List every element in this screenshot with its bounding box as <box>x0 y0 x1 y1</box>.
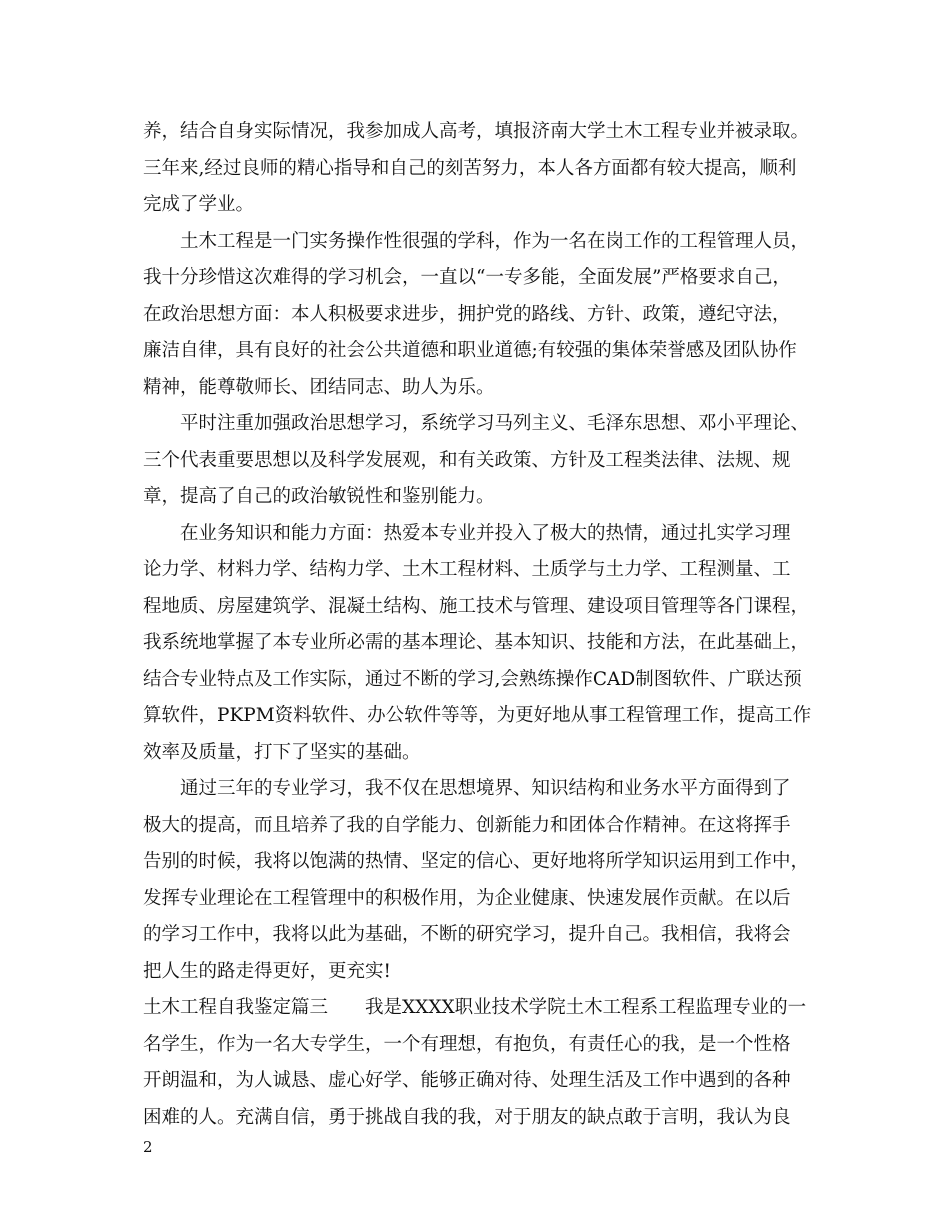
text-line: 告别的时候，我将以饱满的热情、坚定的信心、更好地将所学知识运用到工作中， <box>143 851 810 872</box>
document-body <box>143 114 823 1136</box>
text-line: 效率及质量，打下了坚实的基础。 <box>143 741 421 763</box>
text-line: 论力学、材料力学、结构力学、土木工程材料、土质学与土力学、工程测量、工 <box>143 559 791 580</box>
text-line: 精神，能尊敬师长、团结同志、助人为乐。 <box>143 376 495 398</box>
text-line: 名学生，作为一名大专学生，一个有理想，有抱负，有责任心的我，是一个性格 <box>143 1033 791 1055</box>
text-line: 发挥专业理论在工程管理中的积极作用，为企业健康、快速发展作贡献。在以后 <box>143 887 791 909</box>
text-line: 程地质、房屋建筑学、混凝土结构、施工技术与管理、建设项目管理等各门课程， <box>143 595 810 617</box>
text-line: 章，提高了自己的政治敏锐性和鉴别能力。 <box>143 486 495 507</box>
page-number: 2 <box>143 1138 153 1156</box>
text-line: 结合专业特点及工作实际，通过不断的学习,会熟练操作CAD制图软件、广联达预 <box>143 668 802 690</box>
text-line: 土木工程是一门实务操作性很强的学科，作为一名在岗工作的工程管理人员， <box>180 230 810 252</box>
text-line: 养，结合自身实际情况，我参加成人高考，填报济南大学土木工程专业并被录取。 <box>143 121 810 142</box>
text-line: 困难的人。充满自信，勇于挑战自我的我，对于朋友的缺点敢于言明，我认为良 <box>143 1106 791 1128</box>
text-line: 平时注重加强政治思想学习，系统学习马列主义、毛泽东思想、邓小平理论、 <box>180 413 810 434</box>
text-line: 通过三年的专业学习，我不仅在思想境界、知识结构和业务水平方面得到了 <box>180 778 791 799</box>
text-line: 我系统地掌握了本专业所必需的基本理论、基本知识、技能和方法，在此基础上， <box>143 632 810 653</box>
text-line: 我十分珍惜这次难得的学习机会，一直以“一专多能，全面发展”严格要求自己， <box>143 267 791 288</box>
text-line: 三个代表重要思想以及科学发展观，和有关政策、方针及工程类法律、法规、规 <box>143 449 791 471</box>
text-line: 在业务知识和能力方面：热爱本专业并投入了极大的热情，通过扎实学习理 <box>180 522 791 544</box>
text-line: 三年来,经过良师的精心指导和自己的刻苦努力，本人各方面都有较大提高，顺利 <box>143 157 797 179</box>
text-line: 土木工程自我鉴定篇三 我是XXXX职业技术学院土木工程系工程监理专业的一 <box>143 997 807 1018</box>
text-line: 在政治思想方面：本人积极要求进步，拥护党的路线、方针、政策，遵纪守法， <box>143 303 791 325</box>
text-line: 廉洁自律，具有良好的社会公共道德和职业道德;有较强的集体荣誉感及团队协作 <box>143 340 797 361</box>
text-line: 把人生的路走得更好，更充实! <box>143 960 391 982</box>
text-line: 极大的提高，而且培养了我的自学能力、创新能力和团体合作精神。在这将挥手 <box>143 814 791 836</box>
text-line: 完成了学业。 <box>143 194 255 215</box>
text-line: 算软件，PKPM资料软件、办公软件等等，为更好地从事工程管理工作，提高工作 <box>143 705 812 726</box>
text-line: 的学习工作中，我将以此为基础，不断的研究学习，提升自己。我相信，我将会 <box>143 924 791 945</box>
text-line: 开朗温和，为人诚恳、虚心好学、能够正确对待、处理生活及工作中遇到的各种 <box>143 1070 791 1091</box>
